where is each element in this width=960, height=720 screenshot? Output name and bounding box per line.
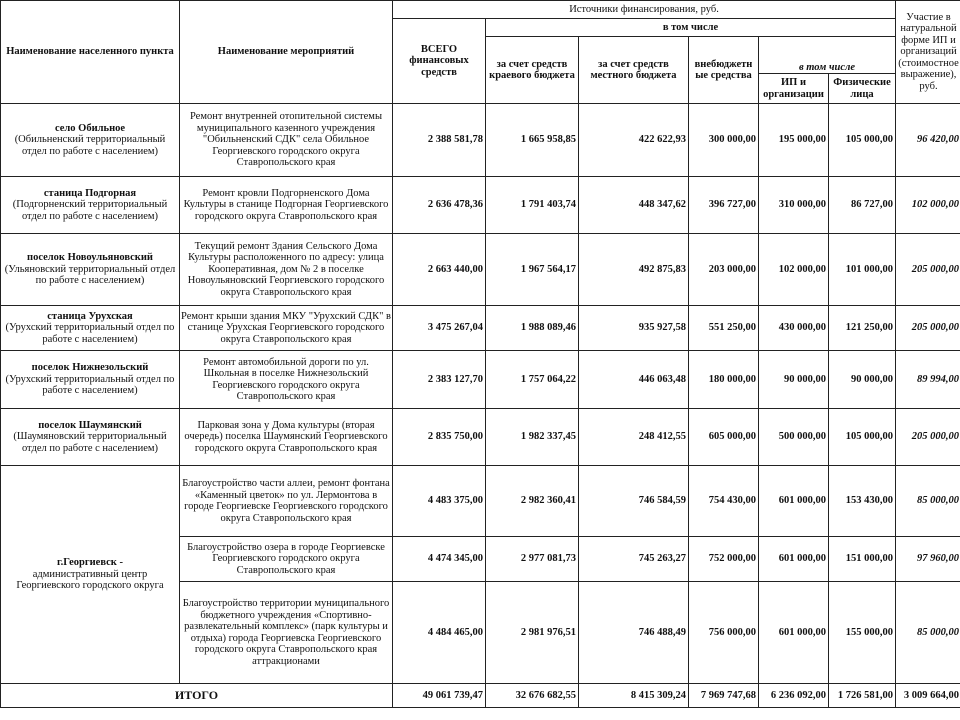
individuals-cell: 105 000,00: [829, 409, 896, 466]
regional-cell: 2 981 976,51: [486, 582, 579, 684]
participation-cell: 96 420,00: [896, 104, 960, 177]
offbudget-cell: 756 000,00: [689, 582, 759, 684]
total-cell: 3 475 267,04: [393, 306, 486, 351]
regional-cell: 1 791 403,74: [486, 177, 579, 234]
totals-total: 49 061 739,47: [393, 684, 486, 708]
event-cell: Благоустройство территории муниципального бюджетного учреждения «Спортивно-развлекательный комплекс» (парк культуры и отдыха) города Георгиевска Георгиевского городского округа Ставропольского края аттракционами: [180, 582, 393, 684]
regional-cell: 1 967 564,17: [486, 234, 579, 306]
ip-cell: 601 000,00: [759, 466, 829, 537]
settlement-cell-georgievsk: г.Георгиевск - административный центр Георгиевского городского округа: [1, 466, 180, 684]
header-local: за счет средств местного бюджета: [579, 37, 689, 104]
table-row: [1, 466, 960, 537]
local-cell: 248 412,55: [579, 409, 689, 466]
table-row: [1, 177, 960, 234]
individuals-cell: 101 000,00: [829, 234, 896, 306]
totals-individuals: 1 726 581,00: [829, 684, 896, 708]
participation-cell: 89 994,00: [896, 351, 960, 409]
ip-cell: 430 000,00: [759, 306, 829, 351]
header-event: Наименование мероприятий: [180, 1, 393, 104]
participation-cell: 85 000,00: [896, 582, 960, 684]
ip-cell: 601 000,00: [759, 582, 829, 684]
regional-cell: 1 982 337,45: [486, 409, 579, 466]
table-row: [1, 351, 960, 409]
local-cell: 446 063,48: [579, 351, 689, 409]
settlement-cell: село Обильное (Обильненский территориальный отдел по работе с населением): [1, 104, 180, 177]
event-cell: Парковая зона у Дома культуры (вторая очередь) поселка Шаумянский Георгиевского городского округа Ставропольского края: [180, 409, 393, 466]
offbudget-cell: 180 000,00: [689, 351, 759, 409]
individuals-cell: 105 000,00: [829, 104, 896, 177]
ip-cell: 102 000,00: [759, 234, 829, 306]
table-row: [1, 306, 960, 351]
ip-cell: 500 000,00: [759, 409, 829, 466]
settlement-cell: станица Подгорная (Подгорненский территориальный отдел по работе с населением): [1, 177, 180, 234]
participation-cell: 205 000,00: [896, 409, 960, 466]
ip-cell: 601 000,00: [759, 537, 829, 582]
offbudget-cell: 300 000,00: [689, 104, 759, 177]
offbudget-cell: 752 000,00: [689, 537, 759, 582]
participation-cell: 102 000,00: [896, 177, 960, 234]
local-cell: 422 622,93: [579, 104, 689, 177]
totals-local: 8 415 309,24: [579, 684, 689, 708]
total-cell: 2 636 478,36: [393, 177, 486, 234]
local-cell: 745 263,27: [579, 537, 689, 582]
total-cell: 2 388 581,78: [393, 104, 486, 177]
regional-cell: 2 982 360,41: [486, 466, 579, 537]
total-cell: 2 383 127,70: [393, 351, 486, 409]
header-including: в том числе: [486, 19, 896, 37]
local-cell: 448 347,62: [579, 177, 689, 234]
header-settlement: Наименование населенного пункта: [1, 1, 180, 104]
totals-label: ИТОГО: [1, 684, 393, 708]
regional-cell: 1 757 064,22: [486, 351, 579, 409]
table-row: [1, 234, 960, 306]
event-cell: Ремонт крыши здания МКУ "Урухский СДК" в станице Урухская Георгиевского городского округа Ставропольского края: [180, 306, 393, 351]
total-cell: 4 483 375,00: [393, 466, 486, 537]
participation-cell: 205 000,00: [896, 306, 960, 351]
settlement-cell: поселок Нижнезольский (Урухский территориальный отдел по работе с населением): [1, 351, 180, 409]
event-cell: Ремонт кровли Подгорненского Дома Культуры в станице Подгорная Георгиевского городского округа Ставропольского края: [180, 177, 393, 234]
total-cell: 4 484 465,00: [393, 582, 486, 684]
offbudget-cell: 203 000,00: [689, 234, 759, 306]
individuals-cell: 90 000,00: [829, 351, 896, 409]
totals-offbudget: 7 969 747,68: [689, 684, 759, 708]
individuals-cell: 151 000,00: [829, 537, 896, 582]
regional-cell: 1 665 958,85: [486, 104, 579, 177]
totals-regional: 32 676 682,55: [486, 684, 579, 708]
event-cell: Благоустройство озера в городе Георгиевске Георгиевского городского округа Ставропольского края: [180, 537, 393, 582]
participation-cell: 85 000,00: [896, 466, 960, 537]
individuals-cell: 86 727,00: [829, 177, 896, 234]
table-row: [1, 104, 960, 177]
event-cell: Текущий ремонт Здания Сельского Дома Культуры расположенного по адресу: улица Кооперативная, дом № 2 в поселке Новоульяновский Георгиевского городского округа Ставропольского края: [180, 234, 393, 306]
header-offbudget: внебюджетн ые средства: [689, 37, 759, 104]
header-sources: Источники финансирования, руб.: [393, 1, 896, 19]
totals-participation: 3 009 664,00: [896, 684, 960, 708]
offbudget-cell: 551 250,00: [689, 306, 759, 351]
total-cell: 4 474 345,00: [393, 537, 486, 582]
local-cell: 935 927,58: [579, 306, 689, 351]
individuals-cell: 153 430,00: [829, 466, 896, 537]
event-cell: Ремонт внутренней отопительной системы муниципального казенного учреждения "Обильненский СДК" села Обильное Георгиевского городского округа Ставропольского края: [180, 104, 393, 177]
offbudget-cell: 754 430,00: [689, 466, 759, 537]
regional-cell: 1 988 089,46: [486, 306, 579, 351]
settlement-cell: поселок Новоульяновский (Ульяновский территориальный отдел по работе с населением): [1, 234, 180, 306]
settlement-cell: поселок Шаумянский (Шаумяновский территориальный отдел по работе с населением): [1, 409, 180, 466]
header-individuals: Физические лица: [829, 74, 896, 104]
event-cell: Ремонт автомобильной дороги по ул. Школьная в поселке Нижнезольский Георгиевского городского округа Ставропольского края: [180, 351, 393, 409]
offbudget-cell: 605 000,00: [689, 409, 759, 466]
ip-cell: 195 000,00: [759, 104, 829, 177]
event-cell: Благоустройство части аллеи, ремонт фонтана «Каменный цветок» по ул. Лермонтова в городе Георгиевске Георгиевского городского округа Ставропольского края: [180, 466, 393, 537]
local-cell: 746 488,49: [579, 582, 689, 684]
total-cell: 2 835 750,00: [393, 409, 486, 466]
header-total: ВСЕГО финансовых средств: [393, 19, 486, 104]
total-cell: 2 663 440,00: [393, 234, 486, 306]
header-participation: Участие в натуральной форме ИП и организаций (стоимостное выражение), руб.: [896, 1, 960, 104]
individuals-cell: 155 000,00: [829, 582, 896, 684]
local-cell: 492 875,83: [579, 234, 689, 306]
settlement-cell: станица Урухская (Урухский территориальный отдел по работе с населением): [1, 306, 180, 351]
ip-cell: 310 000,00: [759, 177, 829, 234]
totals-ip: 6 236 092,00: [759, 684, 829, 708]
participation-cell: 97 960,00: [896, 537, 960, 582]
header-including-italic: в том числе: [759, 37, 896, 74]
individuals-cell: 121 250,00: [829, 306, 896, 351]
table-row: [1, 409, 960, 466]
participation-cell: 205 000,00: [896, 234, 960, 306]
header-ip: ИП и организации: [759, 74, 829, 104]
local-cell: 746 584,59: [579, 466, 689, 537]
ip-cell: 90 000,00: [759, 351, 829, 409]
offbudget-cell: 396 727,00: [689, 177, 759, 234]
regional-cell: 2 977 081,73: [486, 537, 579, 582]
header-regional: за счет средств краевого бюджета: [486, 37, 579, 104]
totals-row: [1, 684, 960, 708]
